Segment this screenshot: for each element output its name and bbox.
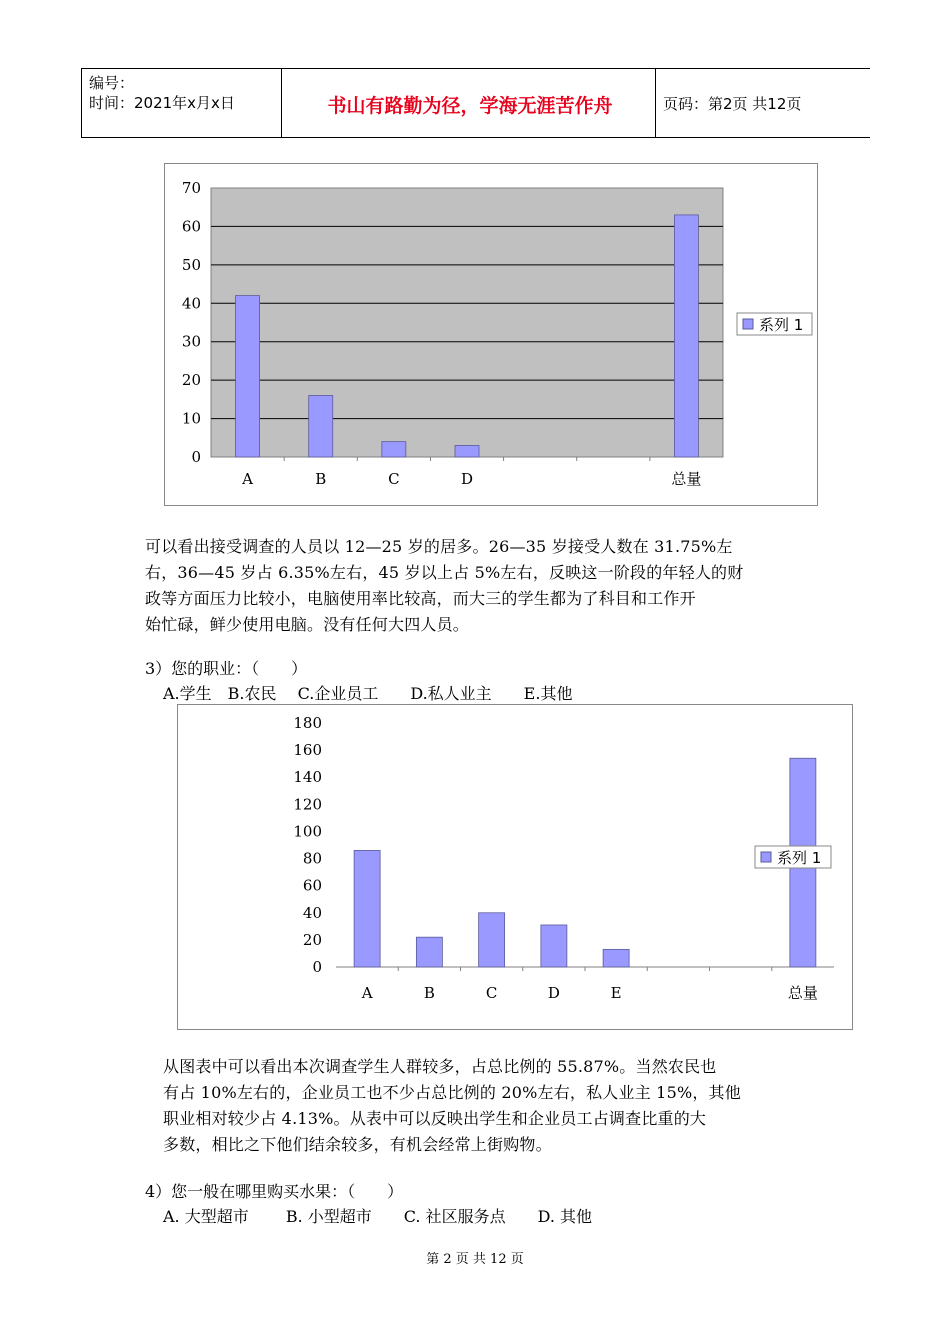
bar [674, 215, 698, 457]
page-footer: 第 2 页 共 12 页 [426, 1252, 524, 1267]
paragraph-line: 多数，相比之下他们结余较多，有机会经常上街购物。 [163, 1135, 552, 1154]
paragraph-line: 政等方面压力比较小，电脑使用率比较高，而大三的学生都为了科目和工作开 [145, 589, 696, 608]
age-bar-chart [165, 164, 817, 505]
y-tick-label: 50 [181, 255, 201, 274]
header-motto: 书山有路勤为径，学海无涯苦作舟 [327, 95, 613, 117]
paragraph-line: 职业相对较少占 4.13%。从表中可以反映出学生和企业员工占调查比重的大 [163, 1109, 707, 1128]
age-chart-frame [164, 163, 818, 506]
bar [382, 442, 406, 457]
paragraph-line: 始忙碌，鲜少使用电脑。没有任何大四人员。 [145, 615, 470, 634]
x-tick-label: B [315, 470, 327, 488]
x-tick-label: C [388, 470, 400, 488]
x-tick-label: D [460, 470, 474, 488]
question-4-title: 4）您一般在哪里购买水果：（ ） [145, 1182, 404, 1201]
x-tick-label: 总量 [787, 984, 818, 1002]
header-meta [89, 73, 235, 113]
legend-swatch [743, 319, 753, 329]
y-tick-label: 20 [302, 930, 322, 949]
y-tick-label: 40 [181, 294, 201, 313]
question-4-options: A. 大型超市 B. 小型超市 C. 社区服务点 D. 其他 [163, 1207, 593, 1226]
y-tick-label: 60 [302, 876, 322, 895]
question-3-title: 3）您的职业：（ ） [145, 659, 308, 678]
paragraph-line: 从图表中可以看出本次调查学生人群较多，占总比例的 55.87%。当然农民也 [163, 1057, 717, 1076]
y-tick-label: 160 [293, 741, 322, 760]
bar [416, 937, 442, 967]
y-tick-label: 180 [293, 714, 322, 732]
bar [455, 445, 479, 457]
bar [236, 296, 260, 457]
y-tick-label: 0 [191, 448, 201, 466]
y-tick-label: 40 [302, 903, 322, 922]
paragraph-line: 有占 10%左右的，企业员工也不少占总比例的 20%左右，私人业主 15%，其他 [163, 1083, 741, 1102]
occupation-bar-chart [178, 705, 852, 1029]
y-tick-label: 30 [181, 332, 201, 351]
question-3-options: A.学生 B.农民 C.企业员工 D.私人业主 E.其他 [163, 684, 573, 703]
x-tick-label: E [610, 984, 622, 1002]
y-tick-label: 80 [302, 849, 322, 868]
legend-label: 系列 1 [759, 316, 804, 334]
legend-label: 系列 1 [777, 849, 822, 867]
y-tick-label: 10 [181, 409, 201, 428]
page-header [81, 68, 870, 138]
y-tick-label: 100 [293, 822, 322, 841]
plot-area [211, 188, 723, 457]
y-tick-label: 120 [293, 795, 322, 814]
header-page-number: 页码：第2页 共12页 [663, 95, 802, 113]
legend-swatch [761, 852, 771, 862]
occupation-chart-frame [177, 704, 853, 1030]
x-tick-label: 总量 [671, 470, 702, 488]
age-analysis-paragraph [145, 534, 865, 638]
y-tick-label: 20 [181, 371, 201, 390]
bar [603, 949, 629, 967]
bar [541, 925, 567, 967]
plot-area [336, 723, 834, 967]
header-number: 编号： [89, 74, 135, 92]
paragraph-line: 右，36—45 岁占 6.35%左右，45 岁以上占 5%左右，反映这一阶段的年轻人的财 [145, 563, 744, 582]
bar [354, 850, 380, 967]
header-date: 时间：2021年x月x日 [89, 94, 235, 112]
y-tick-label: 70 [181, 179, 201, 197]
bar [479, 913, 505, 967]
y-tick-label: 60 [181, 217, 201, 236]
header-divider [81, 69, 82, 137]
x-tick-label: C [485, 984, 498, 1002]
x-tick-label: A [361, 984, 373, 1002]
paragraph-line: 可以看出接受调查的人员以 12—25 岁的居多。26—35 岁接受人数在 31.75%左 [145, 537, 733, 556]
bar [309, 396, 333, 457]
y-tick-label: 0 [312, 958, 322, 976]
x-tick-label: B [423, 984, 435, 1002]
y-tick-label: 140 [293, 768, 322, 787]
header-divider [281, 69, 282, 137]
x-tick-label: A [242, 470, 253, 488]
x-tick-label: D [547, 984, 560, 1002]
occupation-analysis-paragraph [163, 1054, 863, 1158]
header-divider [655, 69, 656, 137]
